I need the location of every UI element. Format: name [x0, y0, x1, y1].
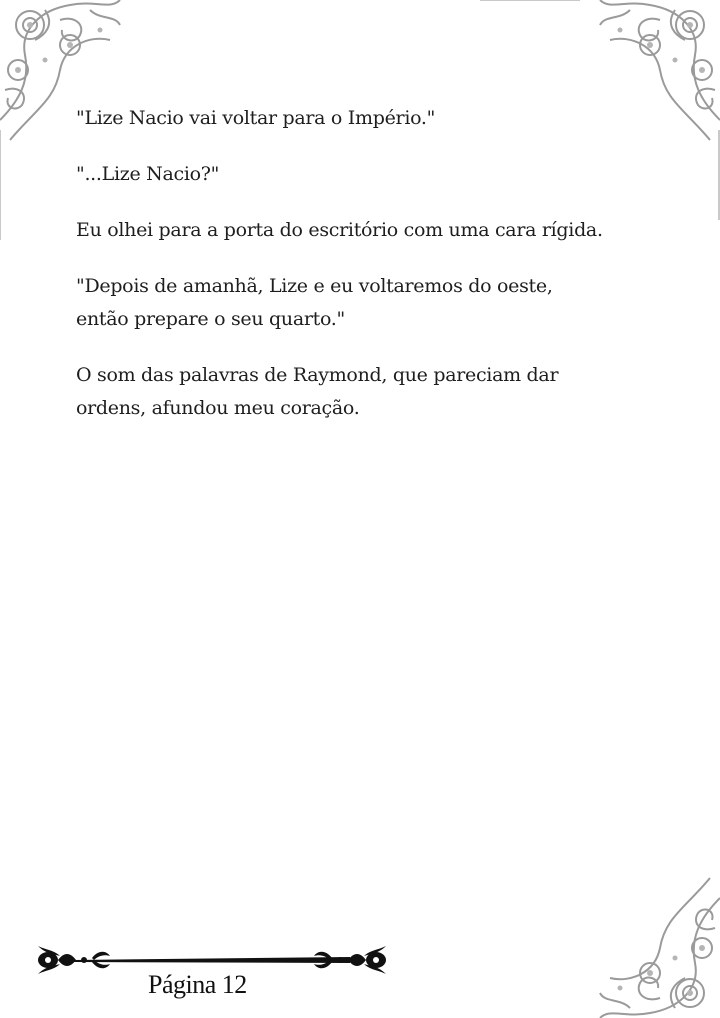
paragraph: "Depois de amanhã, Lize e eu voltaremos do oeste, então prepare o seu quarto."	[76, 275, 553, 330]
paragraph: O som das palavras de Raymond, que pareciam dar ordens, afundou meu coração.	[76, 364, 559, 419]
corner-ornament-bottom-right	[570, 868, 720, 1018]
paragraph: "Lize Nacio vai voltar para o Império."	[76, 107, 436, 129]
page-body	[76, 102, 656, 448]
paragraph: "...Lize Nacio?"	[76, 163, 220, 185]
paragraph: Eu olhei para a porta do escritório com uma cara rígida.	[76, 219, 603, 241]
border-line-top	[480, 0, 580, 1]
page-number: Página 12	[148, 970, 247, 999]
border-line-left	[0, 130, 1, 240]
